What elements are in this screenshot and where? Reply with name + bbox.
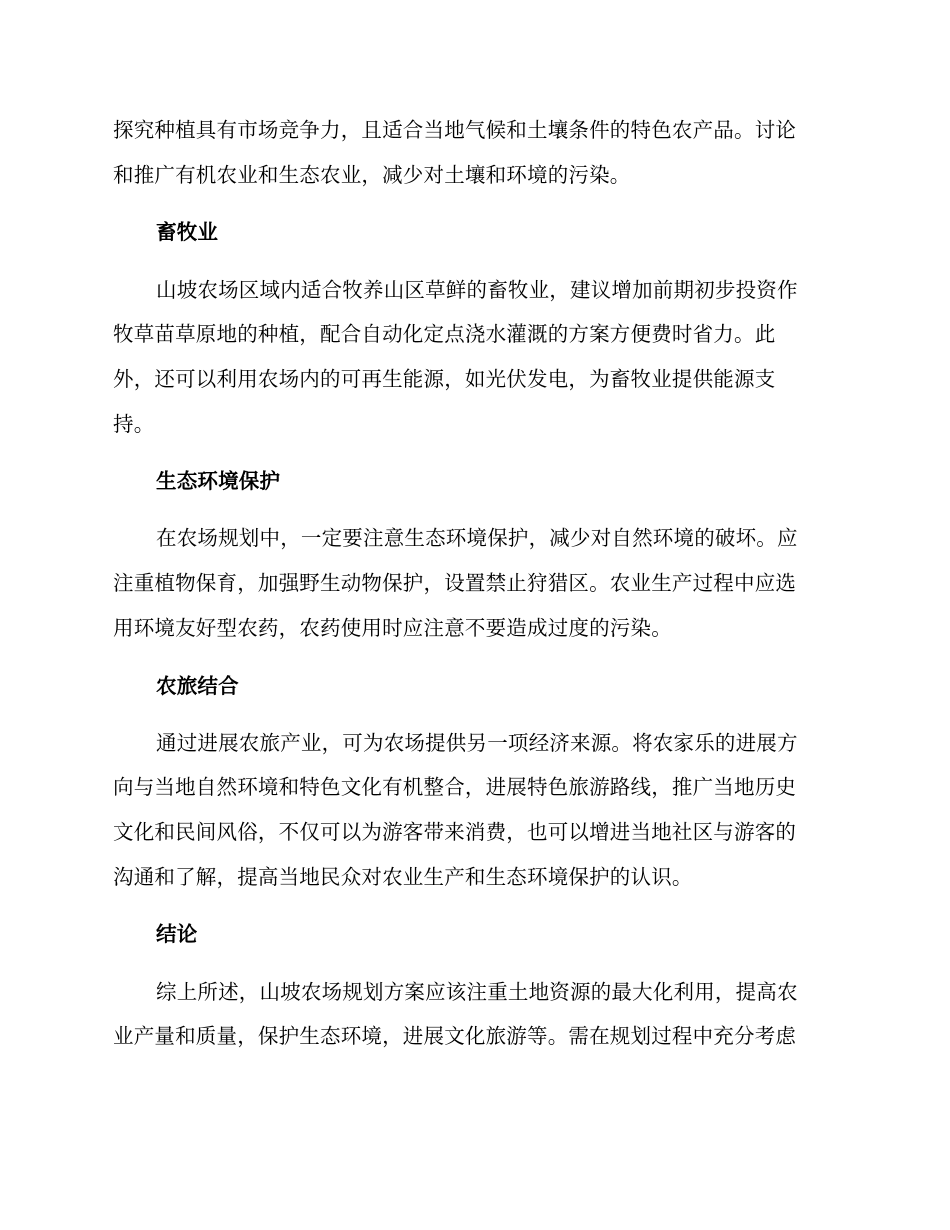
paragraph-line: 山坡农场区域内适合牧养山区草鲜的畜牧业，建议增加前期初步投资作 <box>156 278 798 302</box>
paragraph-line: 沟通和了解，提高当地民众对农业生产和生态环境保护的认识。 <box>113 865 693 889</box>
section-heading-livestock: 畜牧业 <box>156 220 219 244</box>
paragraph-line: 注重植物保育，加强野生动物保护，设置禁止狩猎区。农业生产过程中应选 <box>113 571 797 595</box>
paragraph-line: 探究种植具有市场竞争力，且适合当地气候和土壤条件的特色农产品。讨论 <box>113 118 797 142</box>
paragraph-line: 和推广有机农业和生态农业，减少对土壤和环境的污染。 <box>113 163 631 187</box>
paragraph-line: 持。 <box>113 412 155 436</box>
paragraph-line: 在农场规划中，一定要注意生态环境保护，减少对自然环境的破坏。应 <box>156 526 798 550</box>
section-heading-conclusion: 结论 <box>156 922 198 946</box>
paragraph-line: 通过进展农旅产业，可为农场提供另一项经济来源。将农家乐的进展方 <box>156 731 798 755</box>
paragraph-line: 外，还可以利用农场内的可再生能源，如光伏发电，为畜牧业提供能源支 <box>113 367 776 391</box>
paragraph-line: 牧草苗草原地的种植，配合自动化定点浇水灌溉的方案方便费时省力。此 <box>113 322 776 346</box>
paragraph-line: 用环境友好型农药，农药使用时应注意不要造成过度的污染。 <box>113 616 672 640</box>
paragraph-line: 文化和民间风俗，不仅可以为游客带来消费，也可以增进当地社区与游客的 <box>113 820 797 844</box>
section-heading-agritourism: 农旅结合 <box>156 674 239 698</box>
paragraph-line: 业产量和质量，保护生态环境，进展文化旅游等。需在规划过程中充分考虑 <box>113 1024 797 1048</box>
section-heading-ecology: 生态环境保护 <box>156 469 281 493</box>
paragraph-line: 向与当地自然环境和特色文化有机整合，进展特色旅游路线，推广当地历史 <box>113 775 797 799</box>
paragraph-line: 综上所述，山坡农场规划方案应该注重土地资源的最大化利用，提高农 <box>156 980 798 1004</box>
